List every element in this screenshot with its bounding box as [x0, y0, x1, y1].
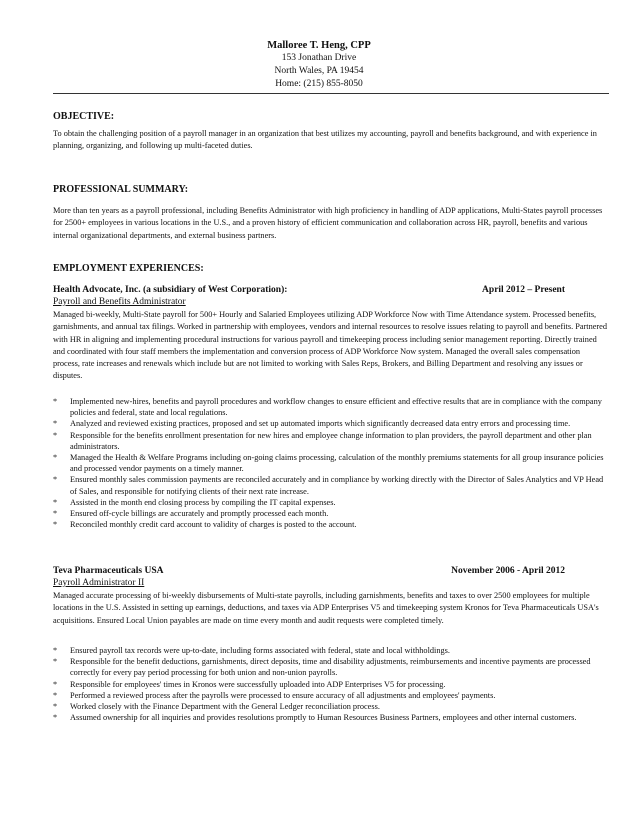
list-item: * Assisted in the month end closing process by compiling the IT capital expenses.	[53, 497, 336, 507]
job-title: Payroll Administrator II	[53, 578, 145, 588]
bullet-marker: *	[53, 430, 58, 440]
job-header	[53, 285, 609, 295]
list-item: * Reconciled monthly credit card account to validity of charges is posted to the account.	[53, 520, 357, 530]
company-name: Health Advocate, Inc. (a subsidiary of West Corporation):	[53, 285, 288, 295]
list-item: * Responsible for employees' times in Kronos were successfully uploaded into ADP Enterprises V5 for processing.	[53, 679, 446, 689]
job-header	[53, 566, 609, 576]
bullet-marker: *	[53, 497, 58, 507]
bullet-marker: *	[53, 509, 58, 519]
list-item: * Responsible for the benefit deductions, garnishments, direct deposits, time and disability adjustments, reimbursements and incentive payments are processed correctly for every pay period processing for both union and non-union payrolls.	[53, 657, 591, 678]
bullet-marker: *	[53, 475, 58, 485]
bullet-marker: *	[53, 713, 58, 723]
bullet-marker: *	[53, 646, 58, 655]
header-divider	[53, 93, 609, 94]
list-item: * Worked closely with the Finance Department with the General Ledger reconciliation process.	[53, 702, 380, 712]
job-description: Managed bi-weekly, Multi-State payroll for 500+ Hourly and Salaried Employees utilizing ADP Workforce Now with Time Attendance system. Processed benefits, garnishments, and annual tax filings. Worked in partnership with employees, vendors and internal resources to resolve issues relating to payroll and benefits. Partnered with HR in aligning and implementing procedural instructions for various payroll and timekeeping process including senior management reporting. Directly trained and coordinated with four staff members the implementation and conversion process of ADP Workforce Now system. Managed the overall sales compensation process, rate increases and renewals which include but are not limited to working with Sales Reps, Brokers, and Billing Department and resolving any issues or disputes.	[53, 310, 608, 381]
experience-heading: EMPLOYMENT EXPERIENCES:	[53, 263, 204, 274]
bullet-marker: *	[53, 679, 58, 689]
job-bullet-list	[53, 645, 609, 723]
objective-heading: OBJECTIVE:	[53, 111, 115, 122]
bullet-marker: *	[53, 419, 58, 429]
candidate-name: Malloree T. Heng, CPP	[267, 40, 371, 51]
list-item: * Ensured off-cycle billings are accurately and promptly processed each month.	[53, 509, 329, 519]
list-item: * Analyzed and reviewed existing practices, proposed and set up automated imports which significantly decreased data entry errors and processing time.	[53, 419, 571, 429]
objective-text: To obtain the challenging position of a payroll manager in an organization that best utilizes my accounting, payroll and benefits background, and with experience in planning, organizing, and following up multi-faceted duties.	[53, 129, 597, 151]
list-item: * Performed a reviewed process after the payrolls were processed to ensure accuracy of all adjustments and employees' payments.	[53, 690, 496, 700]
summary-text: More than ten years as a payroll professional, including Benefits Administrator with high proficiency in handling of ADP applications, Multi-States payroll processes for 2500+ employees in various locations in the U.S., and a proven history of efficient communication and collaboration across HR, payroll, benefits and various internal organizational departments, and external business partners.	[53, 206, 603, 240]
summary-heading: PROFESSIONAL SUMMARY:	[53, 184, 189, 195]
bullet-marker: *	[53, 453, 58, 463]
list-item: * Implemented new-hires, benefits and payroll procedures and workflow changes to ensure efficient and effective results that are in compliance with the company policies and federal, state and local regulations.	[53, 397, 602, 418]
job-dates: April 2012 – Present	[482, 285, 565, 295]
bullet-marker: *	[53, 520, 58, 530]
address-city: North Wales, PA 19454	[274, 66, 364, 76]
job-title: Payroll and Benefits Administrator	[53, 297, 186, 307]
bullet-marker: *	[53, 690, 58, 700]
list-item: * Assumed ownership for all inquiries and provides resolutions promptly to Human Resources Business Partners, employees and other internal customers.	[53, 713, 577, 723]
job-dates: November 2006 - April 2012	[451, 566, 565, 576]
list-item: * Ensured monthly sales commission payments are reconciled accurately and in compliance by working directly with the Director of Sales Analytics and VP Head of Sales, and responsible for notifying clients of their next rate increase.	[53, 475, 604, 496]
list-item: * Managed the Health & Welfare Programs including on-going claims processing, calculation of the monthly premiums statements for all group insurance policies and processed vendor payments on a timely manner.	[53, 453, 604, 474]
address-street: 153 Jonathan Drive	[281, 53, 357, 63]
bullet-marker: *	[53, 657, 58, 667]
bullet-marker: *	[53, 397, 58, 406]
company-name: Teva Pharmaceuticals USA	[53, 566, 164, 576]
phone-number: Home: (215) 855-8050	[275, 79, 363, 89]
job-bullet-list	[53, 396, 609, 530]
job-description: Managed accurate processing of bi-weekly disbursements of Multi-state payrolls, including garnishments, benefits and taxes to over 2500 employees for multiple locations in the U.S. Assisted in setting up earnings, deductions, and taxes via ADP Enterprises V5 and timekeeping system Kronos for Teva Pharmaceuticals USA's acquisitions. Ensured Local Union payables are made on time every month and audit requests were completed timely.	[53, 591, 599, 625]
bullet-marker: *	[53, 702, 58, 712]
list-item: * Responsible for the benefits enrollment presentation for new hires and employee change information to plan providers, the payroll department and other plan administrators.	[53, 430, 592, 451]
list-item: * Ensured payroll tax records were up-to-date, including forms associated with federal, state and local withholdings.	[53, 646, 450, 655]
